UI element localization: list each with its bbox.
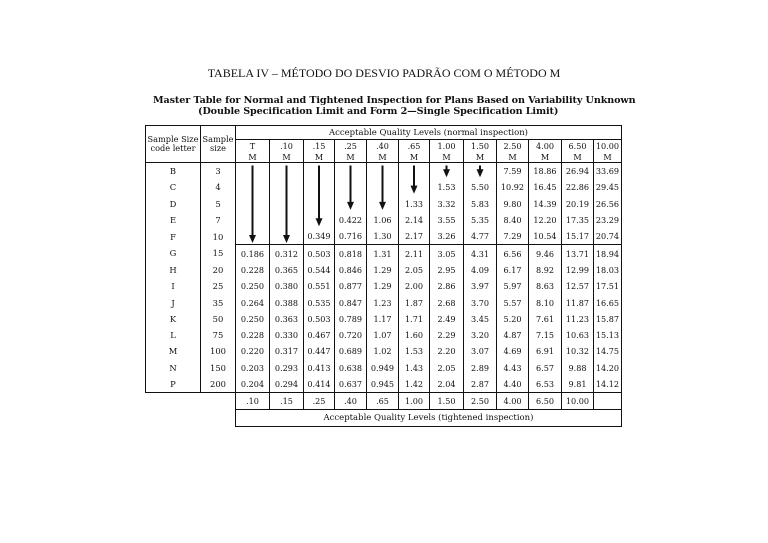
m-value-cell: 8.92: [529, 262, 562, 278]
m-value-cell: 1.43: [399, 360, 430, 376]
m-value-cell: 0.467: [304, 327, 335, 343]
m-value-cell: 0.414: [304, 376, 335, 393]
aql-tightened-header: 6.50: [529, 393, 562, 410]
m-value-cell: 12.20: [529, 212, 562, 228]
m-value-cell: 2.11: [399, 245, 430, 262]
m-value-cell: 7.15: [529, 327, 562, 343]
m-value-cell: 0.447: [304, 343, 335, 359]
sample-size-value: 10: [201, 228, 236, 245]
m-value-cell: 0.422: [335, 212, 367, 228]
m-value-cell: 0.877: [335, 278, 367, 294]
sample-size-value: 200: [201, 376, 236, 393]
m-value-cell: 9.81: [562, 376, 594, 393]
table-row: [146, 212, 622, 228]
size-code-letter: H: [146, 262, 201, 278]
m-value-cell: 11.87: [562, 294, 594, 310]
m-value-cell: 1.53: [399, 343, 430, 359]
m-value-cell: 14.39: [529, 196, 562, 212]
table-row: [146, 278, 622, 294]
m-value-cell: 5.83: [464, 196, 497, 212]
page-title: TABELA IV – MÉTODO DO DESVIO PADRÃO COM O MÉTODO M: [207, 66, 561, 80]
m-value-cell: 1.31: [367, 245, 399, 262]
m-value-cell: 6.57: [529, 360, 562, 376]
m-value-cell: 20.19: [562, 196, 594, 212]
m-value-cell: 1.30: [367, 228, 399, 245]
m-value-cell: 3.20: [464, 327, 497, 343]
size-code-letter: P: [146, 376, 201, 393]
m-value-cell: 0.264: [236, 294, 270, 310]
table-row: [146, 376, 622, 393]
m-value-cell: 2.95: [430, 262, 464, 278]
size-code-letter: C: [146, 179, 201, 195]
m-value-cell: 14.12: [594, 376, 622, 393]
m-value-cell: 0.818: [335, 245, 367, 262]
m-value-cell: 2.49: [430, 311, 464, 327]
sample-size-value: 15: [201, 245, 236, 262]
m-value-cell: 3.07: [464, 343, 497, 359]
sample-size-value: 150: [201, 360, 236, 376]
m-value-cell: 23.29: [594, 212, 622, 228]
m-value-cell: 0.349: [304, 228, 335, 245]
aql-normal-header: 10.00: [594, 140, 622, 152]
sample-size-value: 20: [201, 262, 236, 278]
m-value-cell: [236, 196, 270, 212]
m-value-cell: 0.204: [236, 376, 270, 393]
m-value-cell: 8.63: [529, 278, 562, 294]
m-value-cell: 26.56: [594, 196, 622, 212]
m-value-cell: 15.17: [562, 228, 594, 245]
aql-tightened-header: .25: [304, 393, 335, 410]
size-code-letter: F: [146, 228, 201, 245]
m-value-cell: 0.720: [335, 327, 367, 343]
m-value-cell: 2.00: [399, 278, 430, 294]
m-value-cell: 4.87: [497, 327, 529, 343]
m-value-cell: [399, 163, 430, 180]
sample-size-value: 25: [201, 278, 236, 294]
m-value-cell: 0.544: [304, 262, 335, 278]
table-row: [146, 196, 622, 212]
m-value-cell: 4.43: [497, 360, 529, 376]
m-value-cell: 0.294: [270, 376, 304, 393]
m-value-cell: 0.551: [304, 278, 335, 294]
table-caption-line2: (Double Specification Limit and Form 2—Single Specification Limit): [198, 106, 559, 117]
aql-tightened-header: 4.00: [497, 393, 529, 410]
table-row: [146, 228, 622, 245]
m-value-cell: 1.60: [399, 327, 430, 343]
size-code-letter: I: [146, 278, 201, 294]
m-value-cell: 17.35: [562, 212, 594, 228]
m-value-cell: 2.05: [430, 360, 464, 376]
m-value-cell: 0.535: [304, 294, 335, 310]
table-row: [146, 343, 622, 359]
m-value-cell: 3.05: [430, 245, 464, 262]
m-value-cell: 2.04: [430, 376, 464, 393]
sample-size-value: 100: [201, 343, 236, 359]
m-value-cell: [236, 163, 270, 180]
m-value-cell: 2.89: [464, 360, 497, 376]
m-value-cell: 10.54: [529, 228, 562, 245]
m-value-cell: 0.220: [236, 343, 270, 359]
aql-normal-header: 4.00: [529, 140, 562, 152]
table-row: [146, 163, 622, 180]
m-value-cell: 0.228: [236, 262, 270, 278]
m-value-cell: 0.330: [270, 327, 304, 343]
m-value-cell: 16.45: [529, 179, 562, 195]
size-code-letter: K: [146, 311, 201, 327]
m-value-cell: 1.71: [399, 311, 430, 327]
m-value-cell: 12.57: [562, 278, 594, 294]
m-value-cell: 15.13: [594, 327, 622, 343]
m-value-cell: 0.250: [236, 311, 270, 327]
m-value-cell: [270, 163, 304, 180]
m-value-cell: 16.65: [594, 294, 622, 310]
m-value-cell: 1.07: [367, 327, 399, 343]
m-value-cell: [236, 228, 270, 245]
aql-normal-header: T: [236, 140, 270, 152]
m-value-cell: 4.09: [464, 262, 497, 278]
m-value-cell: 0.413: [304, 360, 335, 376]
m-value-cell: [335, 163, 367, 180]
m-value-cell: 4.40: [497, 376, 529, 393]
m-value-cell: 2.87: [464, 376, 497, 393]
m-value-cell: 2.05: [399, 262, 430, 278]
aql-unit-label: M: [399, 151, 430, 163]
aql-normal-header: 1.50: [464, 140, 497, 152]
m-value-cell: 0.312: [270, 245, 304, 262]
m-value-cell: 0.388: [270, 294, 304, 310]
sample-size-value: 75: [201, 327, 236, 343]
m-value-cell: [304, 196, 335, 212]
tightened-inspection-header: Acceptable Quality Levels (tightened inspection): [236, 410, 622, 426]
blank-cell: [201, 410, 236, 426]
m-value-cell: [270, 196, 304, 212]
aql-normal-header: .25: [335, 140, 367, 152]
m-value-cell: 2.29: [430, 327, 464, 343]
m-value-cell: 6.17: [497, 262, 529, 278]
m-value-cell: 5.20: [497, 311, 529, 327]
m-value-cell: [399, 179, 430, 195]
aql-tightened-header: 1.00: [399, 393, 430, 410]
size-code-letter: E: [146, 212, 201, 228]
size-code-letter: G: [146, 245, 201, 262]
aql-normal-header: 2.50: [497, 140, 529, 152]
master-table: [145, 125, 622, 427]
m-value-cell: 2.17: [399, 228, 430, 245]
m-value-cell: [367, 163, 399, 180]
m-value-cell: 9.80: [497, 196, 529, 212]
m-value-cell: 0.689: [335, 343, 367, 359]
m-value-cell: 0.503: [304, 311, 335, 327]
m-value-cell: 0.228: [236, 327, 270, 343]
m-value-cell: 1.17: [367, 311, 399, 327]
m-value-cell: 4.69: [497, 343, 529, 359]
m-value-cell: 6.91: [529, 343, 562, 359]
table-row: [146, 179, 622, 195]
aql-tightened-header: .65: [367, 393, 399, 410]
aql-tightened-header: 10.00: [562, 393, 594, 410]
m-value-cell: 5.50: [464, 179, 497, 195]
m-value-cell: 1.02: [367, 343, 399, 359]
m-value-cell: 0.503: [304, 245, 335, 262]
m-value-cell: 0.317: [270, 343, 304, 359]
m-value-cell: 26.94: [562, 163, 594, 180]
aql-unit-label: M: [236, 151, 270, 163]
aql-unit-label: M: [529, 151, 562, 163]
m-value-cell: 0.846: [335, 262, 367, 278]
m-value-cell: [367, 179, 399, 195]
table-row: [146, 360, 622, 376]
m-value-cell: 0.293: [270, 360, 304, 376]
m-value-cell: 7.29: [497, 228, 529, 245]
aql-unit-label: M: [335, 151, 367, 163]
m-value-cell: [335, 179, 367, 195]
size-code-letter: J: [146, 294, 201, 310]
m-value-cell: [304, 163, 335, 180]
m-value-cell: 3.32: [430, 196, 464, 212]
table-row: [146, 294, 622, 310]
m-value-cell: 0.847: [335, 294, 367, 310]
aql-normal-header: 6.50: [562, 140, 594, 152]
m-value-cell: 3.26: [430, 228, 464, 245]
sample-size-value: 4: [201, 179, 236, 195]
m-value-cell: 14.20: [594, 360, 622, 376]
aql-tightened-header: 2.50: [464, 393, 497, 410]
aql-unit-label: M: [270, 151, 304, 163]
m-value-cell: 18.03: [594, 262, 622, 278]
aql-tightened-header: .15: [270, 393, 304, 410]
m-value-cell: [335, 196, 367, 212]
m-value-cell: 3.70: [464, 294, 497, 310]
m-value-cell: 10.63: [562, 327, 594, 343]
size-code-letter: L: [146, 327, 201, 343]
m-value-cell: [270, 228, 304, 245]
m-value-cell: 0.789: [335, 311, 367, 327]
sample-size-header: Sample size: [201, 126, 236, 163]
m-value-cell: 3.55: [430, 212, 464, 228]
table-row: [146, 245, 622, 262]
m-value-cell: 14.75: [594, 343, 622, 359]
m-value-cell: 0.363: [270, 311, 304, 327]
m-value-cell: 5.57: [497, 294, 529, 310]
m-value-cell: 11.23: [562, 311, 594, 327]
aql-tightened-header: .40: [335, 393, 367, 410]
m-value-cell: 17.51: [594, 278, 622, 294]
m-value-cell: [270, 212, 304, 228]
m-value-cell: 6.53: [529, 376, 562, 393]
aql-unit-label: M: [562, 151, 594, 163]
m-value-cell: [270, 179, 304, 195]
m-value-cell: 0.949: [367, 360, 399, 376]
m-value-cell: 9.88: [562, 360, 594, 376]
m-value-cell: 0.365: [270, 262, 304, 278]
m-value-cell: 0.638: [335, 360, 367, 376]
scanned-table-figure: [145, 92, 636, 424]
m-value-cell: 3.45: [464, 311, 497, 327]
m-value-cell: 0.945: [367, 376, 399, 393]
m-value-cell: 8.10: [529, 294, 562, 310]
m-value-cell: 2.14: [399, 212, 430, 228]
aql-unit-label: M: [430, 151, 464, 163]
m-value-cell: 4.31: [464, 245, 497, 262]
m-value-cell: 1.53: [430, 179, 464, 195]
size-code-letter: D: [146, 196, 201, 212]
aql-unit-label: M: [594, 151, 622, 163]
m-value-cell: 33.69: [594, 163, 622, 180]
table-row: [146, 311, 622, 327]
size-code-letter: N: [146, 360, 201, 376]
aql-tightened-header: .10: [236, 393, 270, 410]
m-value-cell: [464, 163, 497, 180]
m-value-cell: [236, 179, 270, 195]
m-value-cell: 1.87: [399, 294, 430, 310]
m-value-cell: 0.250: [236, 278, 270, 294]
m-value-cell: 3.97: [464, 278, 497, 294]
m-value-cell: 2.68: [430, 294, 464, 310]
aql-unit-label: M: [367, 151, 399, 163]
aql-normal-header: .65: [399, 140, 430, 152]
m-value-cell: 2.20: [430, 343, 464, 359]
m-value-cell: 0.203: [236, 360, 270, 376]
m-value-cell: 0.186: [236, 245, 270, 262]
m-value-cell: 1.06: [367, 212, 399, 228]
m-value-cell: 10.32: [562, 343, 594, 359]
aql-unit-label: M: [304, 151, 335, 163]
m-value-cell: 0.380: [270, 278, 304, 294]
sample-size-value: 3: [201, 163, 236, 180]
m-value-cell: [430, 163, 464, 180]
blank-cell: [146, 410, 201, 426]
m-value-cell: 6.56: [497, 245, 529, 262]
m-value-cell: 8.40: [497, 212, 529, 228]
m-value-cell: [304, 212, 335, 228]
m-value-cell: 5.35: [464, 212, 497, 228]
m-value-cell: 1.29: [367, 262, 399, 278]
table-caption-line1: Master Table for Normal and Tightened Inspection for Plans Based on Variability Unknown: [153, 95, 636, 106]
m-value-cell: 12.99: [562, 262, 594, 278]
sample-size-value: 50: [201, 311, 236, 327]
blank-cell: [146, 393, 201, 410]
m-value-cell: [367, 196, 399, 212]
m-value-cell: 18.94: [594, 245, 622, 262]
m-value-cell: 0.716: [335, 228, 367, 245]
m-value-cell: 2.86: [430, 278, 464, 294]
m-value-cell: 1.42: [399, 376, 430, 393]
m-value-cell: 1.33: [399, 196, 430, 212]
m-value-cell: 7.59: [497, 163, 529, 180]
normal-inspection-header: Acceptable Quality Levels (normal inspection): [236, 126, 622, 140]
table-row: [146, 327, 622, 343]
size-code-header: Sample Size code letter: [146, 126, 201, 163]
m-value-cell: 10.92: [497, 179, 529, 195]
m-value-cell: 18.86: [529, 163, 562, 180]
aql-normal-header: .40: [367, 140, 399, 152]
m-value-cell: 4.77: [464, 228, 497, 245]
m-value-cell: 13.71: [562, 245, 594, 262]
m-value-cell: [236, 212, 270, 228]
aql-tightened-header: 1.50: [430, 393, 464, 410]
m-value-cell: 20.74: [594, 228, 622, 245]
m-value-cell: [304, 179, 335, 195]
sample-size-value: 35: [201, 294, 236, 310]
size-code-letter: M: [146, 343, 201, 359]
sample-size-value: 5: [201, 196, 236, 212]
aql-unit-label: M: [497, 151, 529, 163]
m-value-cell: 1.29: [367, 278, 399, 294]
m-value-cell: 0.637: [335, 376, 367, 393]
size-code-letter: B: [146, 163, 201, 180]
m-value-cell: 15.87: [594, 311, 622, 327]
blank-cell: [201, 393, 236, 410]
aql-normal-header: .10: [270, 140, 304, 152]
m-value-cell: 5.97: [497, 278, 529, 294]
m-value-cell: 7.61: [529, 311, 562, 327]
sample-size-value: 7: [201, 212, 236, 228]
aql-normal-header: 1.00: [430, 140, 464, 152]
aql-normal-header: .15: [304, 140, 335, 152]
m-value-cell: 29.45: [594, 179, 622, 195]
m-value-cell: 22.86: [562, 179, 594, 195]
aql-tightened-header: [594, 393, 622, 410]
aql-unit-label: M: [464, 151, 497, 163]
table-row: [146, 262, 622, 278]
m-value-cell: 1.23: [367, 294, 399, 310]
m-value-cell: 9.46: [529, 245, 562, 262]
